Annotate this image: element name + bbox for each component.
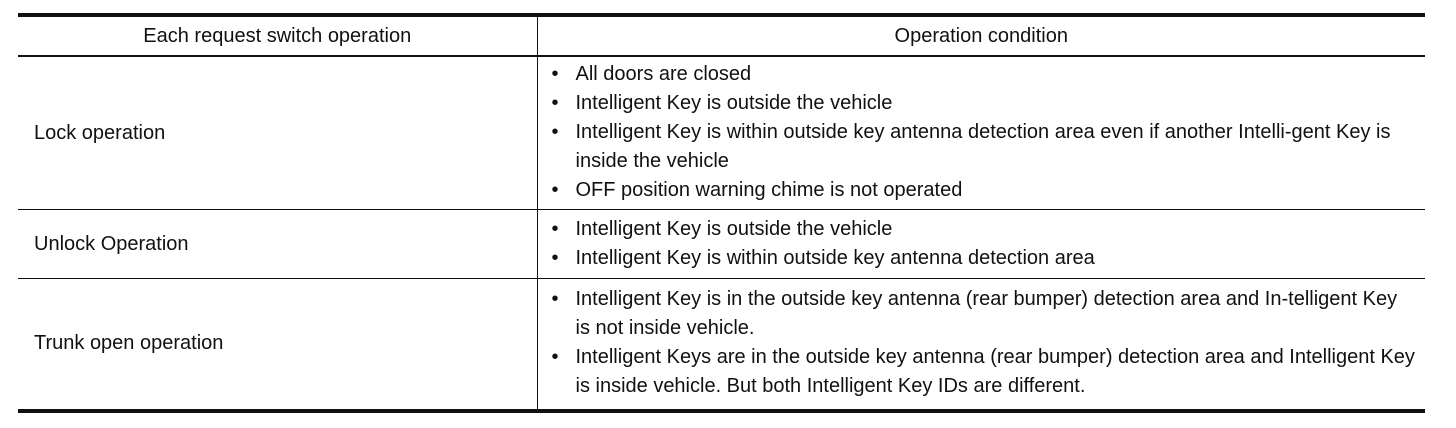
- operation-cell: Lock operation: [18, 56, 537, 210]
- bullet-icon: •: [551, 288, 559, 311]
- condition-item: [550, 60, 1418, 89]
- bullet-icon: •: [551, 179, 559, 201]
- condition-item: [550, 176, 1418, 205]
- operation-condition-table: [18, 13, 1425, 413]
- condition-list: [550, 60, 1418, 205]
- condition-text: All doors are closed: [575, 63, 752, 85]
- condition-text: Intelligent Keys are in the outside key antenna (rear bumper) detection area and Intelligent Key is inside vehicle. But both Intelligent Key IDs are different.: [575, 346, 1415, 398]
- bullet-icon: •: [551, 121, 559, 143]
- condition-item: [550, 215, 1418, 244]
- condition-cell: [537, 279, 1425, 411]
- table-row-unlock: [18, 210, 1425, 279]
- condition-item: [550, 343, 1418, 401]
- bullet-icon: •: [551, 217, 559, 240]
- condition-list: [550, 215, 1418, 273]
- condition-item: [550, 285, 1418, 343]
- condition-item: [550, 244, 1418, 273]
- condition-text: Intelligent Key is outside the vehicle: [575, 92, 893, 114]
- bullet-icon: •: [551, 63, 559, 85]
- bullet-icon: •: [551, 346, 559, 369]
- header-condition: Operation condition: [537, 15, 1425, 56]
- table-row-trunk: [18, 279, 1425, 411]
- condition-text: Intelligent Key is within outside key antenna detection area even if another Intelli-gent Key is inside the vehicle: [575, 121, 1391, 172]
- condition-item: [550, 89, 1418, 118]
- condition-text: OFF position warning chime is not operated: [575, 179, 963, 201]
- table-header-row: [18, 15, 1425, 56]
- bullet-icon: •: [551, 92, 559, 114]
- condition-text: Intelligent Key is outside the vehicle: [575, 217, 893, 240]
- header-operation: Each request switch operation: [18, 15, 537, 56]
- table-row-lock: [18, 56, 1425, 210]
- condition-list: [550, 285, 1418, 401]
- bullet-icon: •: [551, 246, 559, 269]
- condition-cell: [537, 56, 1425, 210]
- condition-item: [550, 118, 1418, 176]
- operation-cell: Unlock Operation: [18, 210, 537, 279]
- condition-cell: [537, 210, 1425, 279]
- condition-text: Intelligent Key is in the outside key antenna (rear bumper) detection area and In-telligent Key is not inside vehicle.: [575, 288, 1398, 340]
- condition-text: Intelligent Key is within outside key antenna detection area: [575, 246, 1095, 269]
- operation-cell: Trunk open operation: [18, 279, 537, 411]
